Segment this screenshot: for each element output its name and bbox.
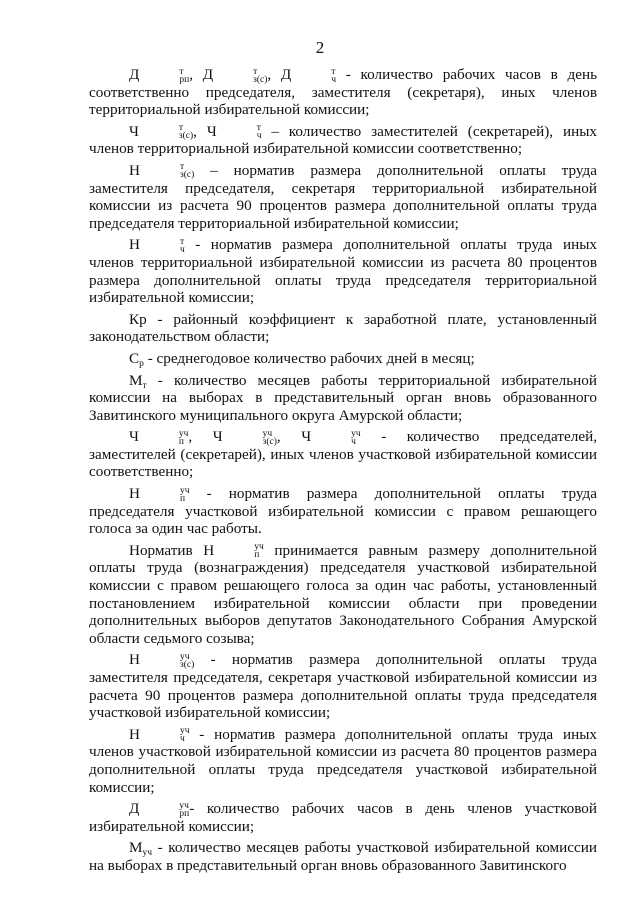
definition-member-count-uik <box>89 428 597 481</box>
normative-text: принимается равным размеру дополнительной оплаты труда (вознаграждения) председателя участковой избирательной комиссии с правом решающего голоса за один час работы, установленный постановлением избирательной комиссии области при проведении дополнительных выборов депутатов Законодательного Собрания Амурской области седьмого созыва; <box>89 541 597 647</box>
symbol: Ч уч ч <box>301 428 361 447</box>
definition-deputy-norm-tik <box>89 162 597 232</box>
symbol: Н уч з(с) <box>129 651 195 670</box>
symbol: Ч уч з(с) , <box>212 428 302 447</box>
definition-deputy-norm-uik <box>89 651 597 721</box>
definition-text: - норматив размера дополнительной оплаты труда председателя участковой избирательной комиссии с правом решающего голоса за один час работы. <box>89 485 597 538</box>
definition-member-norm-tik <box>89 236 597 306</box>
definition-regional-coefficient <box>89 311 597 346</box>
definition-member-norm-uik <box>89 726 597 796</box>
definition-months-tik <box>89 372 597 425</box>
definition-text: - норматив размера дополнительной оплаты труда иных членов территориальной избирательной комиссии из расчета 80 процентов размера дополнительной оплаты труда председателя территориальной избирательной комиссии; <box>89 236 597 307</box>
definition-text: - количество месяцев работы территориальной избирательной комиссии на выборах в представительный орган вновь образованного Завитинского муниципального округа Амурской области; <box>89 371 597 424</box>
definition-work-hours-uik <box>89 800 597 835</box>
definition-work-hours-tik <box>89 66 597 119</box>
symbol: Н т з(с) <box>129 161 195 181</box>
normative-paragraph: Норматив Н уч п принимается равным размеру дополнительной оплаты труда (вознаграждения) председателя участковой избирательной комиссии с правом решающего голоса за один час работы, установленный постановлением избирательной комиссии области при проведении дополнительных выборов депутатов Законодательного Собрания Амурской области седьмого созыва; <box>89 541 597 647</box>
definition-months-uik <box>89 839 597 874</box>
symbol: Кр <box>129 310 147 328</box>
definition-text: - количество месяцев работы участковой избирательной комиссии на выборах в представительный орган вновь образованного Завитинского <box>89 839 597 874</box>
definition-text: – количество заместителей (секретарей), иных членов территориальной избирательной комиссии соответственно; <box>89 122 598 158</box>
symbol: Н т ч <box>129 236 185 255</box>
symbol: Ч т з(с) , <box>129 122 207 142</box>
definition-text: - количество рабочих часов в день соответственно председателя, заместителя (секретаря), иных членов территориальной избирательной комиссии; <box>89 66 598 119</box>
definition-text: - количество рабочих часов в день членов участковой избирательной комиссии; <box>89 800 597 835</box>
definition-text: - районный коэффициент к заработной плате, установленный законодательством области; <box>89 310 597 346</box>
definition-working-days <box>89 350 597 368</box>
definition-text: - норматив размера дополнительной оплаты труда иных членов участковой избирательной комиссии из расчета 80 процентов размера дополнительной оплаты труда председателя участковой избирательной комиссии; <box>89 725 597 796</box>
symbol: Мт <box>129 371 147 391</box>
symbol: Н уч п <box>203 541 264 561</box>
symbol: Д уч рп <box>129 800 190 819</box>
symbol: Ч уч п , <box>129 428 213 447</box>
symbol: Д т ч <box>280 66 337 85</box>
symbol: Д т рп , <box>129 66 203 85</box>
definition-chair-norm-uik <box>89 485 597 538</box>
symbol: Д т з(с) , <box>202 66 281 85</box>
definition-text: – норматив размера дополнительной оплаты труда заместителя председателя, секретаря территориальной избирательной комиссии из расчета 90 процентов размера дополнительной оплаты труда председателя территориальной избирательной комиссии; <box>89 161 597 232</box>
definition-member-count-tik <box>89 123 597 158</box>
document-body <box>89 66 597 879</box>
symbol: Н уч п <box>129 485 190 504</box>
page-number: 2 <box>315 38 325 57</box>
definition-text: - среднегодовое количество рабочих дней в месяц; <box>143 349 475 367</box>
definition-text: - норматив размера дополнительной оплаты труда заместителя председателя, секретаря участковой избирательной комиссии из расчета 90 процентов размера дополнительной оплаты труда председателя участковой избирательной комиссии; <box>89 651 597 722</box>
symbol: Ср <box>129 349 144 369</box>
symbol: Н уч ч <box>129 725 190 745</box>
symbol: Муч <box>129 839 153 859</box>
symbol: Ч т ч <box>206 122 262 142</box>
definition-text: - количество председателей, заместителей (секретарей), иных членов участковой избирательной комиссии соответственно; <box>89 428 598 481</box>
